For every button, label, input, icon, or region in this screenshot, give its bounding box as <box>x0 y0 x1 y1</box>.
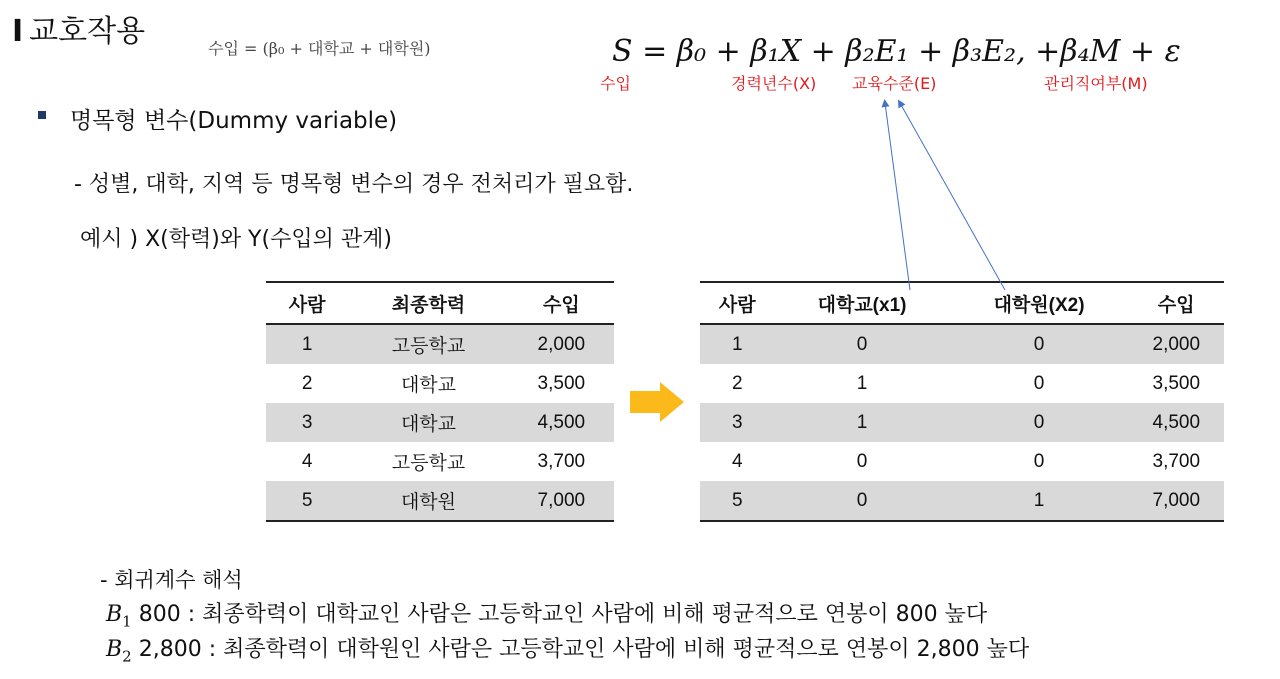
table-cell: 1 <box>775 403 950 442</box>
table-row <box>700 481 1224 521</box>
table-row <box>266 442 614 481</box>
table-cell: 1 <box>700 324 775 364</box>
table-row <box>266 403 614 442</box>
table-cell: 0 <box>1033 372 1045 394</box>
table-cell: 2,000 <box>509 324 614 364</box>
table-cell: 3 <box>700 403 775 442</box>
description-line: - 성별, 대학, 지역 등 명목형 변수의 경우 전처리가 필요함. <box>74 172 634 197</box>
table-cell: 3,700 <box>537 450 586 472</box>
table-row <box>700 442 1224 481</box>
education-table <box>266 281 614 522</box>
column-header: 수입 <box>1129 282 1224 324</box>
table-cell: 고등학교 <box>391 453 466 474</box>
table-cell: 7,000 <box>509 481 614 521</box>
table-header-row <box>266 282 614 324</box>
table-cell: 2,000 <box>1129 324 1224 364</box>
table-cell: 4,500 <box>1129 403 1224 442</box>
table-cell: 2 <box>731 372 743 394</box>
label-experience: 경력년수(X) <box>731 74 817 93</box>
table-cell: 4 <box>301 450 313 472</box>
connector-arrow-x1 <box>885 103 910 290</box>
column-header: 대학교(x1) <box>775 282 950 324</box>
b2-text: 2,800 : 최종학력이 대학원인 사람은 고등학교인 사람에 비해 평균적으로 연봉이 2,800 높다 <box>138 637 1030 662</box>
table-cell: 2 <box>301 372 313 394</box>
table-cell: 3,500 <box>537 372 586 394</box>
regression-formula: S = β₀ + β₁X + β₂E₁ + β₃E₂, +β₄M + ε <box>612 34 1181 69</box>
table-cell: 7,000 <box>1129 481 1224 521</box>
table-cell: 4,500 <box>509 403 614 442</box>
table-cell: 0 <box>775 481 950 521</box>
column-header: 최종학력 <box>348 282 508 324</box>
title-bar-mark: I <box>12 14 24 49</box>
b1-symbol: $B_1$ <box>106 602 132 631</box>
table-cell: 0 <box>950 324 1129 364</box>
square-bullet-icon <box>38 111 46 119</box>
coefficient-b1-line <box>106 597 987 630</box>
table-cell: 고등학교 <box>348 324 508 364</box>
table-cell: 0 <box>775 324 950 364</box>
table-cell: 5 <box>266 481 348 521</box>
table-cell: 3 <box>266 403 348 442</box>
right-arrow-icon <box>630 382 684 422</box>
column-header: 사람 <box>266 282 348 324</box>
table-cell: 대학원 <box>348 481 508 521</box>
slide-title <box>12 6 145 50</box>
table-row <box>266 481 614 521</box>
slide-title-text: 교호작용 <box>29 14 146 49</box>
b1-text: 800 : 최종학력이 대학교인 사람은 고등학교인 사람에 비해 평균적으로 연봉이 800 높다 <box>138 602 988 627</box>
table-cell: 대학교 <box>348 403 508 442</box>
table-row <box>700 403 1224 442</box>
table-cell: 0 <box>1033 450 1045 472</box>
column-header: 대학원(X2) <box>950 282 1129 324</box>
dummy-table <box>700 281 1224 522</box>
coefficient-b2-line <box>106 632 1029 665</box>
table-row <box>700 364 1224 403</box>
label-education: 교육수준(E) <box>852 74 937 93</box>
table-header-row <box>700 282 1224 324</box>
label-income: 수입 <box>600 74 631 93</box>
table-cell: 0 <box>950 403 1129 442</box>
column-header: 수입 <box>509 282 614 324</box>
table-cell: 4 <box>731 450 743 472</box>
table-cell: 3,500 <box>1152 372 1201 394</box>
table-cell: 3,700 <box>1152 450 1201 472</box>
table-cell: 1 <box>950 481 1129 521</box>
small-formula: 수입 = (β₀ + 대학교 + 대학원) <box>208 39 431 58</box>
example-line: 예시 ) X(학력)와 Y(수입의 관계) <box>80 227 392 252</box>
table-cell: 5 <box>700 481 775 521</box>
table-row <box>266 324 614 364</box>
connector-arrow-x2 <box>900 103 1005 290</box>
table-cell: 대학교 <box>400 375 457 396</box>
interpretation-heading: - 회귀계수 해석 <box>100 568 243 592</box>
section-heading: 명목형 변수(Dummy variable) <box>70 108 398 134</box>
table-row <box>700 324 1224 364</box>
table-cell: 1 <box>266 324 348 364</box>
column-header: 사람 <box>700 282 775 324</box>
b2-symbol: $B_2$ <box>106 637 132 666</box>
table-row <box>266 364 614 403</box>
table-cell: 1 <box>856 372 868 394</box>
label-manager: 관리직여부(M) <box>1044 74 1148 93</box>
table-cell: 0 <box>856 450 868 472</box>
